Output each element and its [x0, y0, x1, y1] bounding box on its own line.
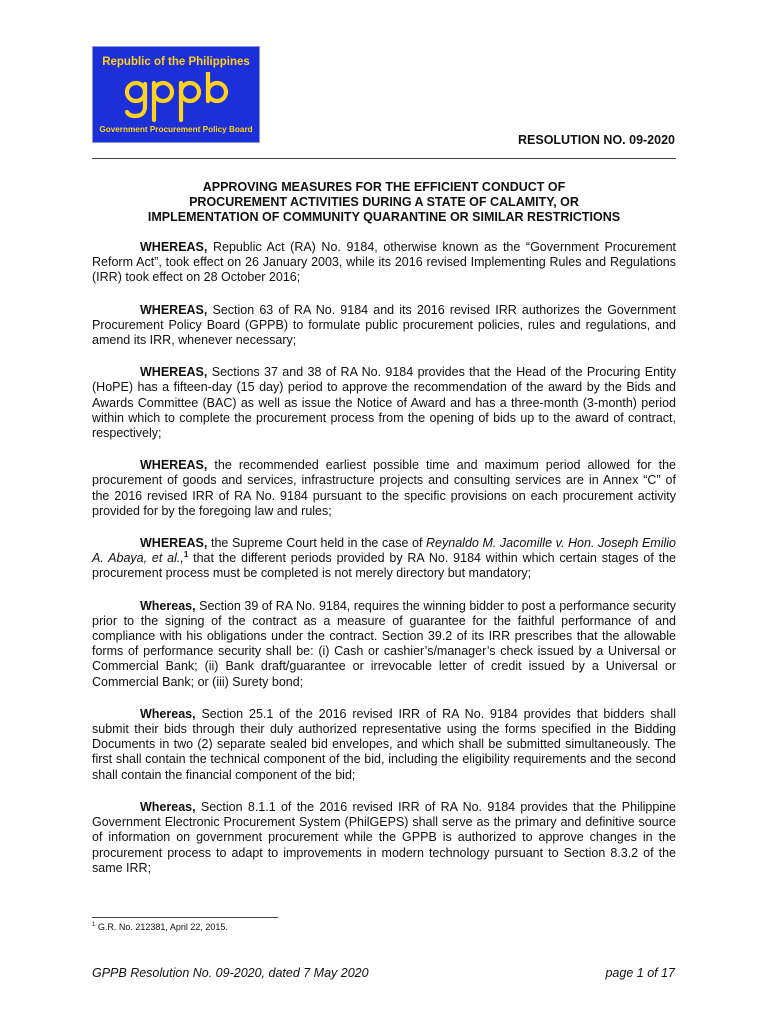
paragraph-lead: Whereas, — [140, 706, 196, 721]
paragraph-lead: Whereas, — [140, 598, 196, 613]
resolution-title — [92, 180, 676, 225]
footnote-divider — [92, 917, 278, 918]
document-body — [92, 240, 676, 893]
footer-citation: GPPB Resolution No. 09-2020, dated 7 May 2020 — [92, 966, 369, 980]
paragraph-lead: WHEREAS, — [140, 536, 208, 551]
paragraph-text: Section 39 of RA No. 9184, requires the winning bidder to post a performance security prior to the signing of the contract as a measure of guarantee for the faithful performance of and compliance with his obligations under the contract. Section 39.2 of its IRR prescribes that the allowable forms of performance security shall be: (i) Cash or cashier’s/manager’s check issued by a Universal or Commercial Bank; (ii) Bank draft/guarantee or irrevocable letter of credit issued by a Universal or Commercial Bank; or (iii) Surety bond; — [92, 598, 676, 689]
paragraph-text: Republic Act (RA) No. 9184, otherwise known as the “Government Procurement Reform Act”, took effect on 26 January 2003, while its 2016 revised Implementing Rules and Regulations (IRR) took effect on 28 October 2016; — [92, 240, 676, 285]
whereas-paragraph-2 — [92, 303, 676, 349]
title-line-1: APPROVING MEASURES FOR THE EFFICIENT CONDUCT OF — [202, 180, 566, 194]
logo-bottom-text: Government Procurement Policy Board — [99, 125, 253, 134]
whereas-paragraph-3 — [92, 365, 676, 441]
paragraph-text: Section 63 of RA No. 9184 and its 2016 revised IRR authorizes the Government Procurement Policy Board (GPPB) to formulate public procurement policies, rules and regulations, and amend its IRR, whenever necessary; — [92, 302, 676, 348]
paragraph-text: the recommended earliest possible time and maximum period allowed for the procurement of goods and services, infrastructure projects and consulting services are in Annex “C” of the 2016 revised IRR of RA No. 9184 pursuant to the specific provisions on each procurement activity provided for by the foregoing law and rules; — [92, 458, 676, 518]
footnote-text: G.R. No. 212381, April 22, 2015. — [95, 922, 228, 932]
paragraph-text: Section 25.1 of the 2016 revised IRR of RA No. 9184 provides that bidders shall submit their bids through their duly authorized representative using the forms specified in the Bidding Documents in two (2) separate sealed bid envelopes, and which shall be submitted simultaneously. The first shall contain the technical component of the bid, including the eligibility requirements and the second shall contain the financial component of the bid; — [92, 706, 676, 782]
header-divider — [92, 158, 676, 159]
gppb-logo — [92, 46, 260, 143]
logo-top-text: Republic of the Philippines — [102, 56, 250, 68]
resolution-number: RESOLUTION NO. 09-2020 — [518, 133, 675, 147]
whereas-paragraph-1 — [92, 240, 676, 286]
paragraph-text-continued: that the different periods provided by RA No. 9184 within which certain stages of the procurement process must be completed is not merely directory but mandatory; — [92, 551, 676, 581]
paragraph-lead: Whereas, — [140, 799, 196, 814]
title-line-3: IMPLEMENTATION OF COMMUNITY QUARANTINE OR SIMILAR RESTRICTIONS — [147, 210, 621, 224]
whereas-paragraph-4 — [92, 458, 676, 519]
title-line-2: PROCUREMENT ACTIVITIES DURING A STATE OF CALAMITY, OR — [189, 195, 579, 209]
page-number: page 1 of 17 — [605, 966, 675, 980]
paragraph-text: Section 8.1.1 of the 2016 revised IRR of RA No. 9184 provides that the Philippine Government Electronic Procurement System (PhilGEPS) shall serve as the primary and definitive source of information on government procurement while the GPPB is authorized to approve changes in the procurement process to adapt to improvements in modern technology pursuant to Section 8.3.2 of the same IRR; — [92, 799, 676, 875]
paragraph-text: the Supreme Court held in the case of — [207, 536, 427, 551]
whereas-paragraph-8 — [92, 800, 676, 876]
case-citation: Reynaldo M. Jacomille v. Hon. Joseph Emilio A. Abaya, et al., — [92, 536, 676, 566]
footnote-ref: 1 — [183, 550, 189, 560]
whereas-paragraph-7 — [92, 707, 676, 783]
paragraph-text: Sections 37 and 38 of RA No. 9184 provides that the Head of the Procuring Entity (HoPE) has a fifteen-day (15 day) period to approve the recommendation of the award by the Bids and Awards Committee (BAC) as well as issue the Notice of Award and has a three-month (3-month) period within which to complete the procurement process from the opening of bids up to the award of contract, respectively; — [92, 365, 676, 441]
whereas-paragraph-6 — [92, 599, 676, 690]
footnote-mark: 1 — [92, 922, 96, 928]
footnote — [92, 922, 228, 932]
whereas-paragraph-5 — [92, 536, 676, 582]
paragraph-lead: WHEREAS, — [140, 458, 208, 473]
paragraph-lead: WHEREAS, — [140, 302, 208, 317]
paragraph-lead: WHEREAS, — [140, 365, 208, 380]
paragraph-lead: WHEREAS, — [140, 240, 208, 254]
gppb-logo-mark — [123, 72, 231, 124]
